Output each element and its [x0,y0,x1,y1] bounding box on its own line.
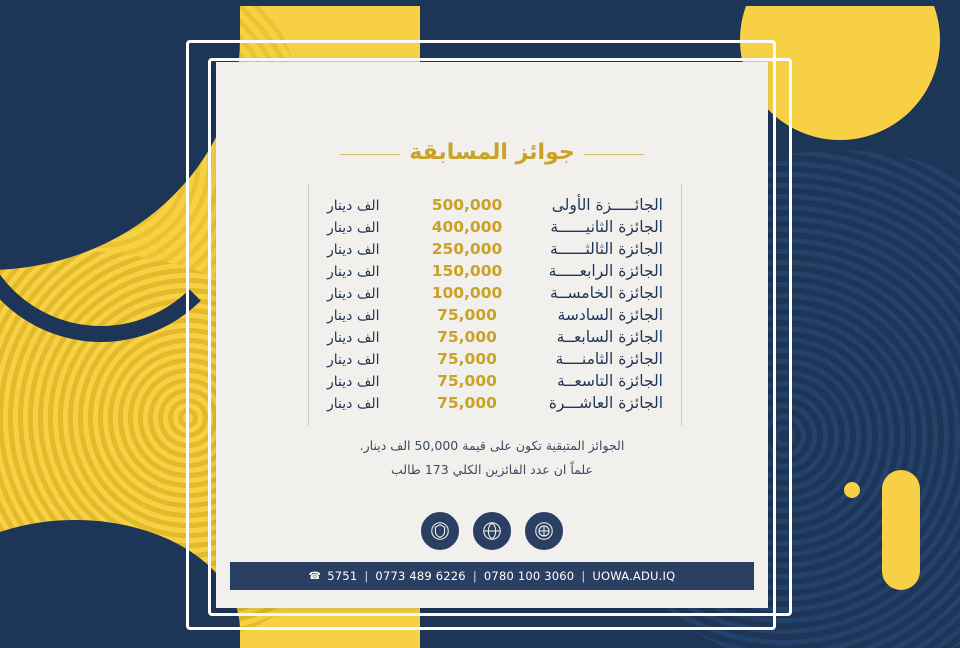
prize-name: الجائزة السابعــة [556,328,663,346]
contact-phone-2: 0780 100 3060 [483,569,575,583]
prize-amount: 150,000 [431,262,503,280]
university-seal-2-icon [473,512,511,550]
prize-amount: 100,000 [431,284,503,302]
prize-amount: 75,000 [437,328,497,346]
prize-amount: 75,000 [437,350,497,368]
university-seal-3-icon [421,512,459,550]
prize-row [309,282,681,304]
footnote-line-2: علماً ان عدد الفائزين الكلي 173 طالب [391,461,593,477]
prize-name: الجائزة العاشـــرة [548,394,663,412]
prize-list [308,184,682,426]
prize-row [309,216,681,238]
prize-row [309,370,681,392]
prize-unit: الف دينار [327,396,380,412]
contact-phone-1: 0773 489 6226 [375,569,466,583]
prize-unit: الف دينار [327,198,380,214]
prize-row [309,304,681,326]
university-seal-1-icon [525,512,563,550]
prize-amount: 500,000 [431,196,503,214]
footnote [216,434,768,482]
prize-row [309,326,681,348]
prize-unit: الف دينار [327,286,380,302]
prize-unit: الف دينار [327,242,380,258]
prize-amount: 75,000 [437,394,497,412]
prize-unit: الف دينار [327,264,380,280]
background-yellow-small-dot [844,482,860,498]
prize-name: الجائزة الثالثــــــة [549,240,663,258]
prize-name: الجائزة التاسعــة [557,372,663,390]
background-yellow-pill [882,470,920,590]
contact-separator: | [472,569,477,583]
background-top-strip [0,0,960,6]
poster-card [216,62,768,608]
prize-row [309,238,681,260]
prize-unit: الف دينار [327,374,380,390]
prize-amount: 75,000 [437,372,497,390]
page-title: جوائز المسابقة [409,140,575,165]
prize-row [309,194,681,216]
prize-name: الجائزة الثامنــــة [555,350,663,368]
prize-name: الجائزة السادسة [557,306,663,324]
prize-name: الجائزة الخامســة [550,284,663,302]
prize-name: الجائـــــزة الأولى [551,196,663,214]
prize-amount: 75,000 [437,306,497,324]
prize-name: الجائزة الرابعـــــة [548,262,663,280]
prize-unit: الف دينار [327,330,380,346]
prize-row [309,260,681,282]
contact-website[interactable]: UOWA.ADU.IQ [592,569,676,583]
prize-unit: الف دينار [327,352,380,368]
footnote-line-1: الجوائز المتبقية تكون على قيمة 50,000 الف دينار. [359,438,625,453]
contact-phone-short: 5751 [327,569,358,583]
prize-amount: 400,000 [431,218,503,236]
contact-separator: | [364,569,369,583]
prize-amount: 250,000 [431,240,503,258]
prize-row [309,348,681,370]
logo-row [216,512,768,550]
phone-icon: ☎ [308,570,322,582]
background-left-navy-pill [60,85,94,185]
contact-separator: | [581,569,586,583]
prize-name: الجائزة الثانيــــــة [550,218,663,236]
prize-unit: الف دينار [327,308,380,324]
prize-row [309,392,681,414]
prize-unit: الف دينار [327,220,380,236]
contact-bar [230,562,754,590]
